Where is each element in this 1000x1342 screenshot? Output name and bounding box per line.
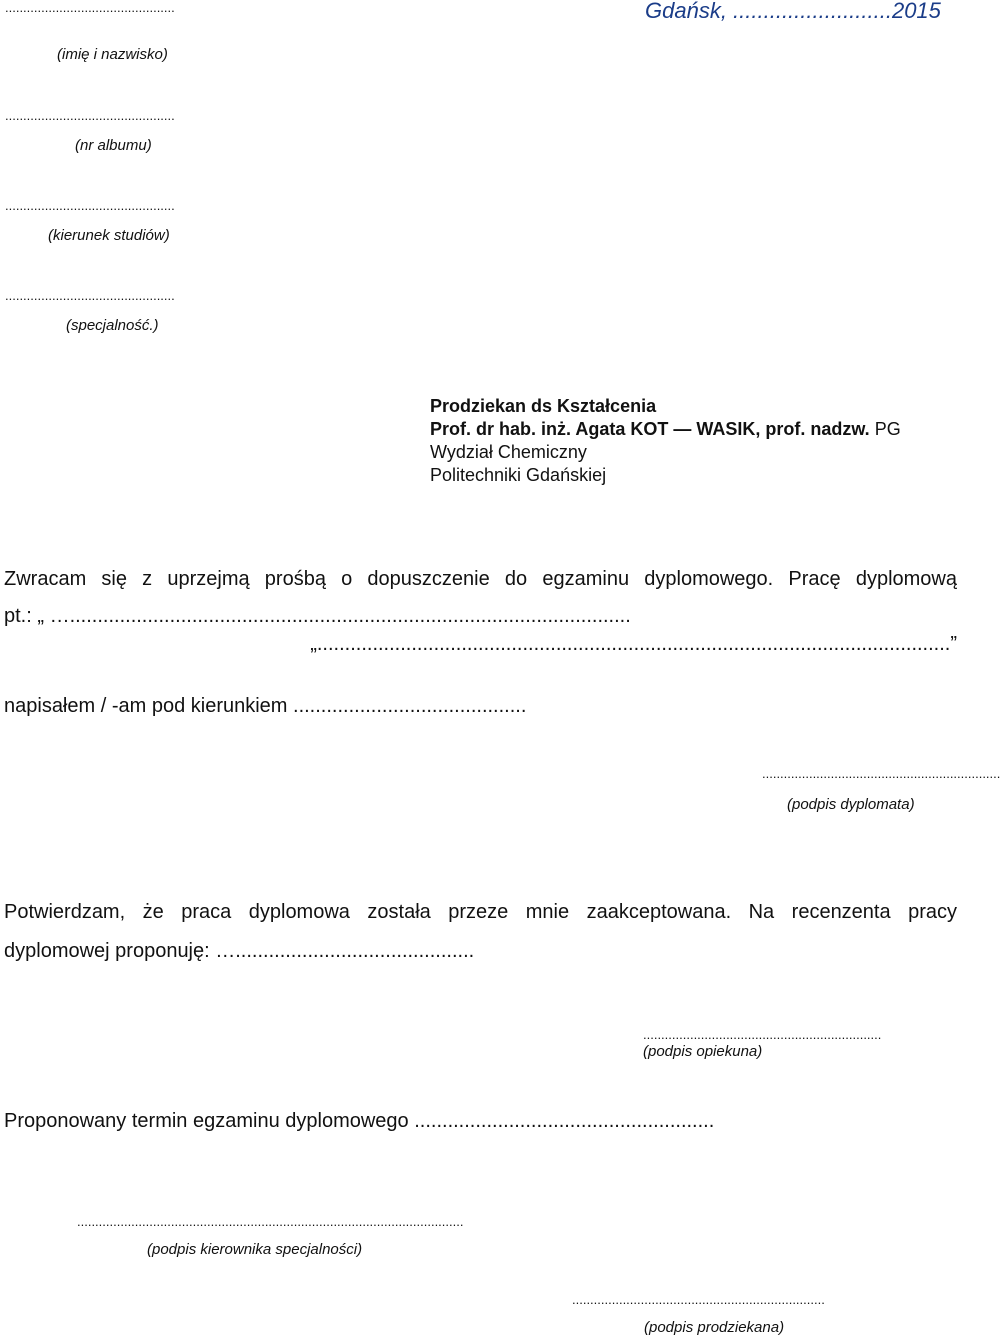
dean-signature-dots: ......................................................................: [572, 1292, 825, 1307]
field-label: (kierunek studiów): [48, 227, 170, 244]
dean-signature-label: (podpis prodziekana): [644, 1319, 785, 1336]
album-label: (nr albumu): [75, 137, 152, 154]
place-date: Gdańsk, ..........................2015: [645, 0, 941, 23]
request-line-3: „..................................................................................................................”: [310, 633, 957, 655]
addressee-line-4: Politechniki Gdańskiej: [430, 465, 607, 485]
spec-head-signature-label: (podpis kierownika specjalności): [147, 1241, 363, 1258]
request-line-1: Zwracam się z uprzejmą prośbą o dopuszczenie do egzaminu dyplomowego. Pracę dyplomową: [4, 568, 957, 590]
supervisor-signature-label: (podpis opiekuna): [643, 1043, 763, 1060]
supervisor-signature-dots: ..................................................................: [643, 1027, 882, 1042]
addressee-block: [430, 395, 901, 487]
spec-dots: ...............................................: [5, 288, 175, 303]
name-dots: ...............................................: [5, 0, 175, 15]
spec-head-signature-dots: ...........................................................................................................: [77, 1214, 464, 1229]
exam-date-line: Proponowany termin egzaminu dyplomowego ......................................................: [4, 1110, 715, 1132]
addressee-line-3: Wydział Chemiczny: [430, 442, 587, 462]
confirm-line-2: dyplomowej proponuję: …...........................................: [4, 940, 475, 962]
album-dots: ...............................................: [5, 108, 175, 123]
confirm-line-1: Potwierdzam, że praca dyplomowa została przeze mnie zaakceptowana. Na recenzenta pracy: [4, 901, 957, 923]
student-signature-label: (podpis dyplomata): [787, 796, 915, 813]
addressee-line-2: [430, 418, 901, 441]
addressee-name-tail: PG: [869, 419, 901, 439]
addressee-line-1: Prodziekan ds Kształcenia: [430, 396, 657, 416]
spec-label: (specjalność.): [66, 317, 159, 334]
addressee-name: Prof. dr hab. inż. Agata KOT — WASIK, prof. nadzw.: [430, 419, 870, 439]
field-dots: ...............................................: [5, 198, 175, 213]
request-line-4: napisałem / -am pod kierunkiem ..........................................: [4, 695, 527, 717]
name-label: (imię i nazwisko): [57, 46, 168, 63]
student-signature-dots: ..................................................................: [762, 766, 1000, 781]
request-line-2: pt.: „ ….....................................................................................................: [4, 605, 631, 627]
